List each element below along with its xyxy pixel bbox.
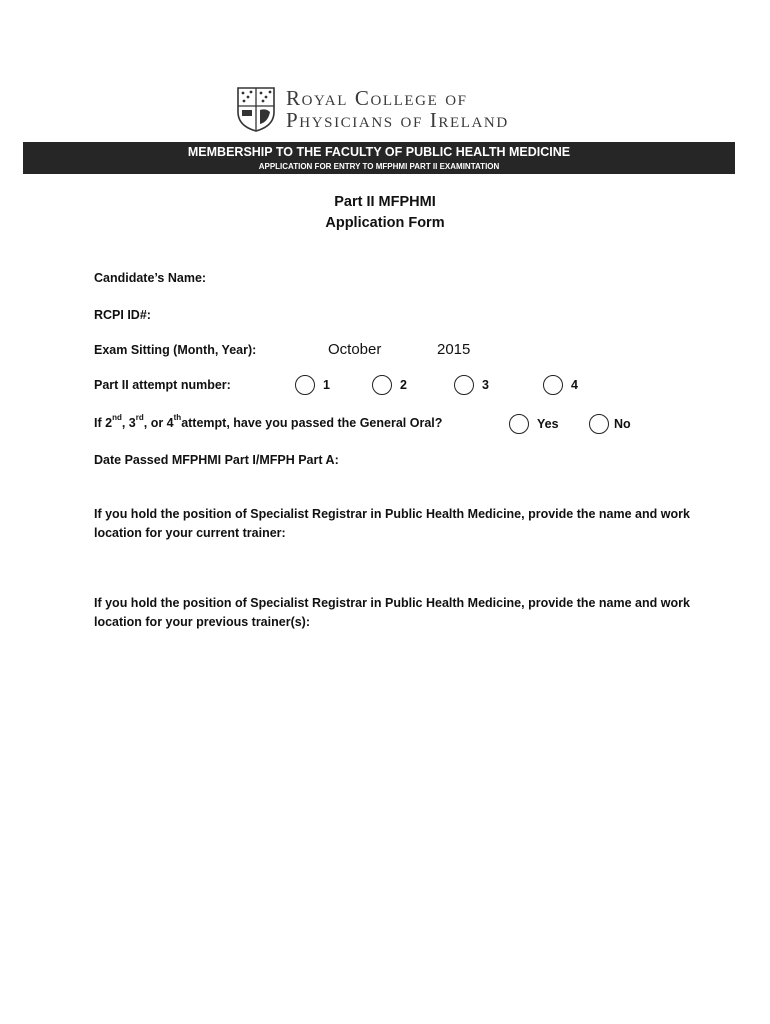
logo-name-line1: Royal College of (286, 86, 468, 110)
date-passed-label: Date Passed MFPHMI Part I/MFPH Part A: (94, 453, 339, 467)
college-crest-logo (236, 86, 276, 132)
oral-no-radio[interactable] (589, 414, 609, 434)
banner-title: MEMBERSHIP TO THE FACULTY OF PUBLIC HEALTH MEDICINE (187, 145, 571, 159)
form-subtitle: Application Form (325, 215, 445, 231)
general-oral-question: If 2nd, 3rd, or 4thattempt, have you passed the General Oral? (94, 413, 443, 430)
attempt-3-radio[interactable] (454, 375, 474, 395)
banner-subtitle: APPLICATION FOR ENTRY TO MFPHMI PART II EXAMINTATION (258, 162, 500, 171)
header-banner (23, 142, 735, 174)
previous-trainer-question: If you hold the position of Specialist Registrar in Public Health Medicine, provide the name and work location for your previous trainer(s): (94, 596, 690, 629)
attempt-number-label: Part II attempt number: (94, 378, 231, 392)
rcpi-id-label: RCPI ID#: (94, 308, 151, 322)
attempt-2-label: 2 (400, 378, 407, 392)
attempt-1-label: 1 (323, 378, 330, 392)
oral-yes-label: Yes (537, 417, 559, 431)
attempt-4-label: 4 (571, 378, 578, 392)
oral-yes-radio[interactable] (509, 414, 529, 434)
attempt-3-label: 3 (482, 378, 489, 392)
candidate-name-label: Candidate’s Name: (94, 271, 207, 285)
attempt-4-radio[interactable] (543, 375, 563, 395)
exam-month-value[interactable]: October (328, 341, 382, 358)
logo-name-line2: Physicians of Ireland (286, 108, 509, 132)
form-title: Part II MFPHMI (334, 194, 436, 210)
current-trainer-question: If you hold the position of Specialist Registrar in Public Health Medicine, provide the name and work location for your current trainer: (94, 507, 690, 540)
exam-sitting-label: Exam Sitting (Month, Year): (94, 343, 257, 357)
attempt-1-radio[interactable] (295, 375, 315, 395)
exam-year-value[interactable]: 2015 (437, 341, 471, 358)
oral-no-label: No (614, 417, 631, 431)
attempt-2-radio[interactable] (372, 375, 392, 395)
